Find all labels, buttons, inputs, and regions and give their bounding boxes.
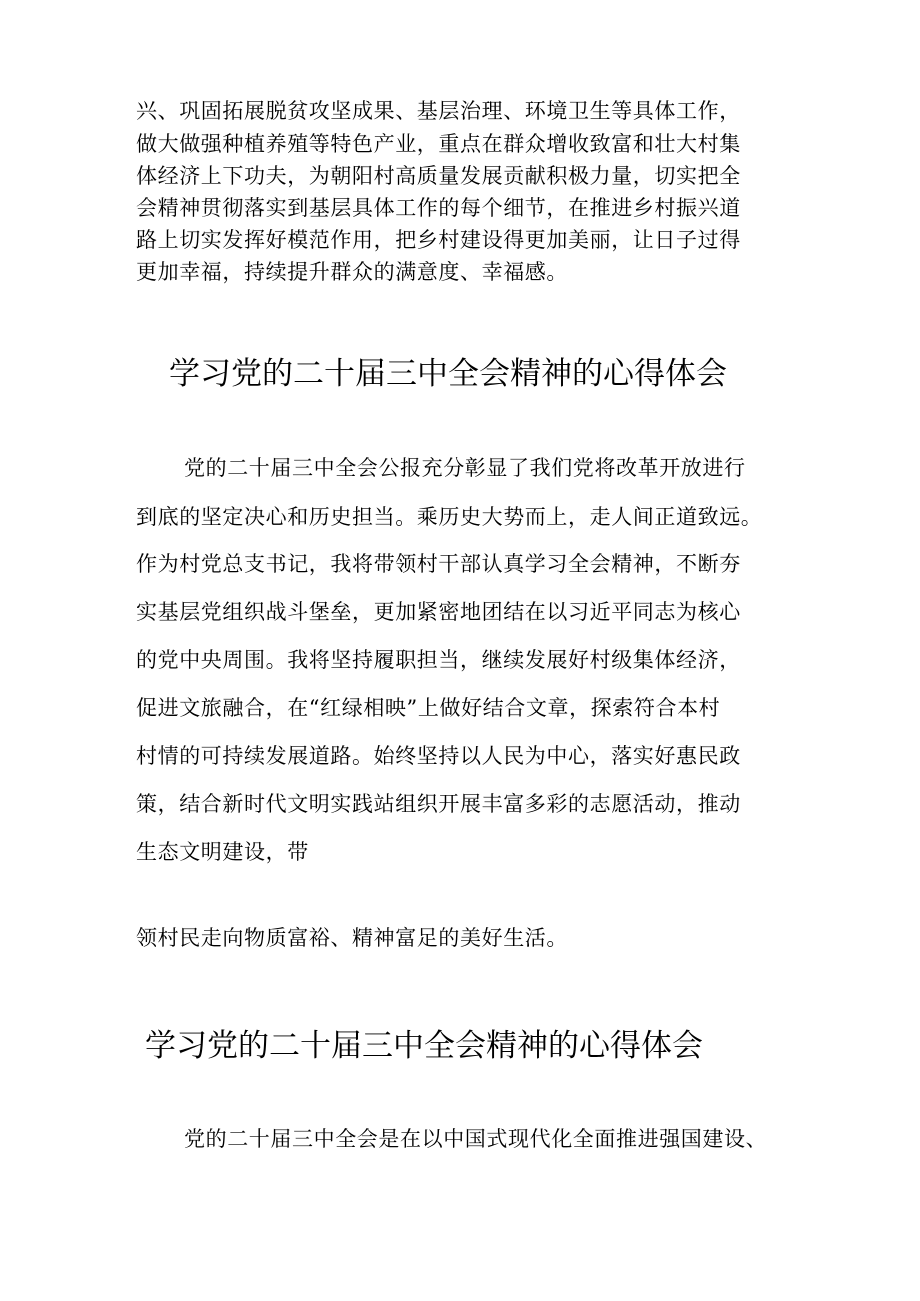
paragraph-line: 生态文明建设，带 [136, 840, 309, 864]
paragraph-line: 党的二十届三中全会公报充分彰显了我们党将改革开放进行 [184, 456, 746, 480]
paragraph-line: 会精神贯彻落实到基层具体工作的每个细节，在推进乡村振兴道 [136, 196, 741, 220]
section-heading: 学习党的二十届三中全会精神的心得体会 [145, 1028, 703, 1064]
paragraph-line: 作为村党总支书记，我将带领村干部认真学习全会精神，不断夯 [136, 552, 741, 576]
paragraph-line: 领村民走向物质富裕、精神富足的美好生活。 [136, 926, 568, 950]
paragraph-line: 促进文旅融合，在“红绿相映”上做好结合文章，探索符合本村 [136, 696, 721, 720]
paragraph-line: 策，结合新时代文明实践站组织开展丰富多彩的志愿活动，推动 [136, 792, 741, 816]
paragraph-line: 更加幸福，持续提升群众的满意度、幸福感。 [136, 260, 568, 284]
section-heading: 学习党的二十届三中全会精神的心得体会 [169, 356, 727, 392]
paragraph-line: 实基层党组织战斗堡垒，更加紧密地团结在以习近平同志为核心 [136, 600, 741, 624]
paragraph-line: 做大做强种植养殖等特色产业，重点在群众增收致富和壮大村集 [136, 132, 741, 156]
paragraph-line: 党的二十届三中全会是在以中国式现代化全面推进强国建设、 [184, 1127, 768, 1151]
paragraph-line: 兴、巩固拓展脱贫攻坚成果、基层治理、环境卫生等具体工作， [136, 99, 741, 123]
paragraph-line: 的党中央周围。我将坚持履职担当，继续发展好村级集体经济， [136, 648, 741, 672]
paragraph-line: 体经济上下功夫，为朝阳村高质量发展贡献积极力量，切实把全 [136, 164, 741, 188]
paragraph-line: 路上切实发挥好模范作用，把乡村建设得更加美丽，让日子过得 [136, 228, 741, 252]
paragraph-line: 村情的可持续发展道路。始终坚持以人民为中心，落实好惠民政 [136, 744, 741, 768]
paragraph-line: 到底的坚定决心和历史担当。乘历史大势而上，走人间正道致远。 [136, 505, 763, 529]
